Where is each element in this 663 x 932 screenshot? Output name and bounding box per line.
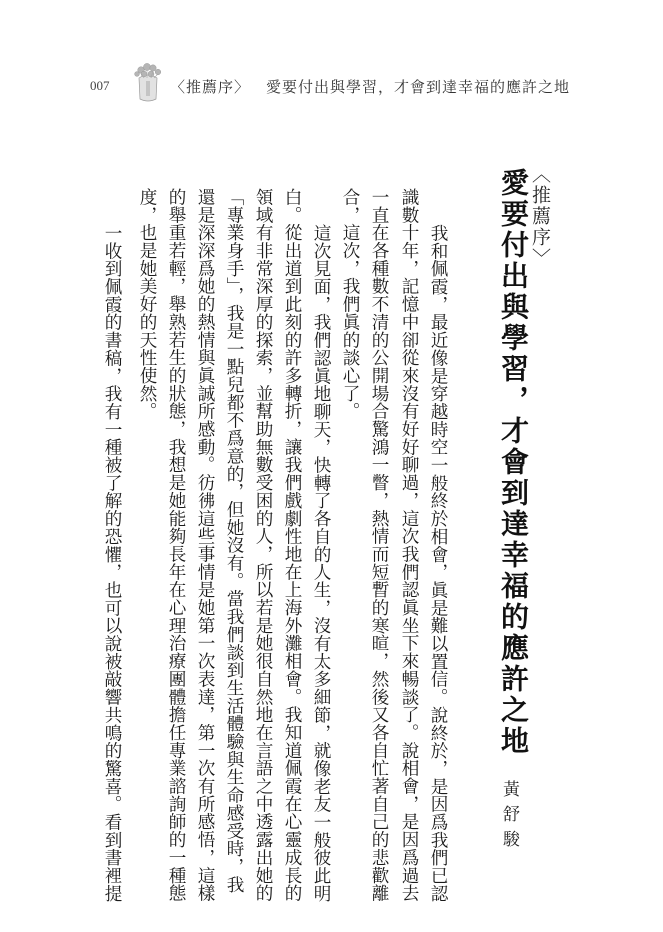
body-line-4: 合，這次，我們眞的談心了。 [340, 188, 360, 421]
body-line-12: 一收到佩霞的書稿，我有一種被了解的恐懼，也可以說被敲響共鳴的驚喜。看到書裡提 [102, 224, 122, 903]
author-name: 黃舒駿 [499, 780, 519, 855]
body-line-1: 我和佩霞，最近像是穿越時空一般終於相會，眞是難以置信。說終於，是因爲我們已認 [428, 224, 448, 903]
body-line-7: 領域有非常深厚的探索，並幫助無數受困的人，所以若是她很自然地在言語之中透露出她的 [253, 188, 273, 902]
body-line-2: 識數十年，記憶中卻從來沒有好好聊過，這次我們認眞坐下來暢談了。說相會，是因爲過去 [399, 188, 419, 902]
preface-label: 〈推薦序〉 [529, 164, 551, 269]
running-title [170, 76, 570, 97]
body-line-6: 白。從出道到此刻的許多轉折，讓我們戲劇性地在上海外灘相會。我知道佩霞在心靈成長的 [282, 188, 302, 902]
body-line-11: 度，也是她美好的天性使然。 [137, 188, 157, 421]
running-header [0, 62, 663, 106]
section-tag: 〈推薦序〉 [170, 78, 251, 96]
body-line-3: 一直在各種數不清的公開場合驚鴻一瞥，熱情而短暫的寒暄，然後又各自忙著自己的悲歡離 [369, 188, 389, 902]
running-title-text: 愛要付出與學習，才會到達幸福的應許之地 [266, 78, 571, 96]
page-number: 007 [90, 78, 110, 93]
body-line-10: 的舉重若輕，舉熟若生的狀態，我想是她能夠長年在心理治療團體擔任專業諮詢師的一種態 [166, 188, 186, 902]
flower-vase-logo-icon [133, 62, 163, 104]
body-line-8: 「專業身手」，我是一點兒都不爲意的，但她沒有。當我們談到生活體驗與生命感受時，我 [224, 188, 244, 894]
article-title: 愛要付出與學習，才會到達幸福的應許之地 [497, 168, 530, 757]
body-line-9: 還是深深爲她的熱情與眞誠所感動。彷彿這些事情是她第一次表達，第一次有所感悟，這樣 [195, 188, 215, 902]
body-line-5: 這次見面，我們認眞地聊天，快轉了各自的人生，沒有太多細節，就像老友一般彼此明 [311, 224, 331, 903]
